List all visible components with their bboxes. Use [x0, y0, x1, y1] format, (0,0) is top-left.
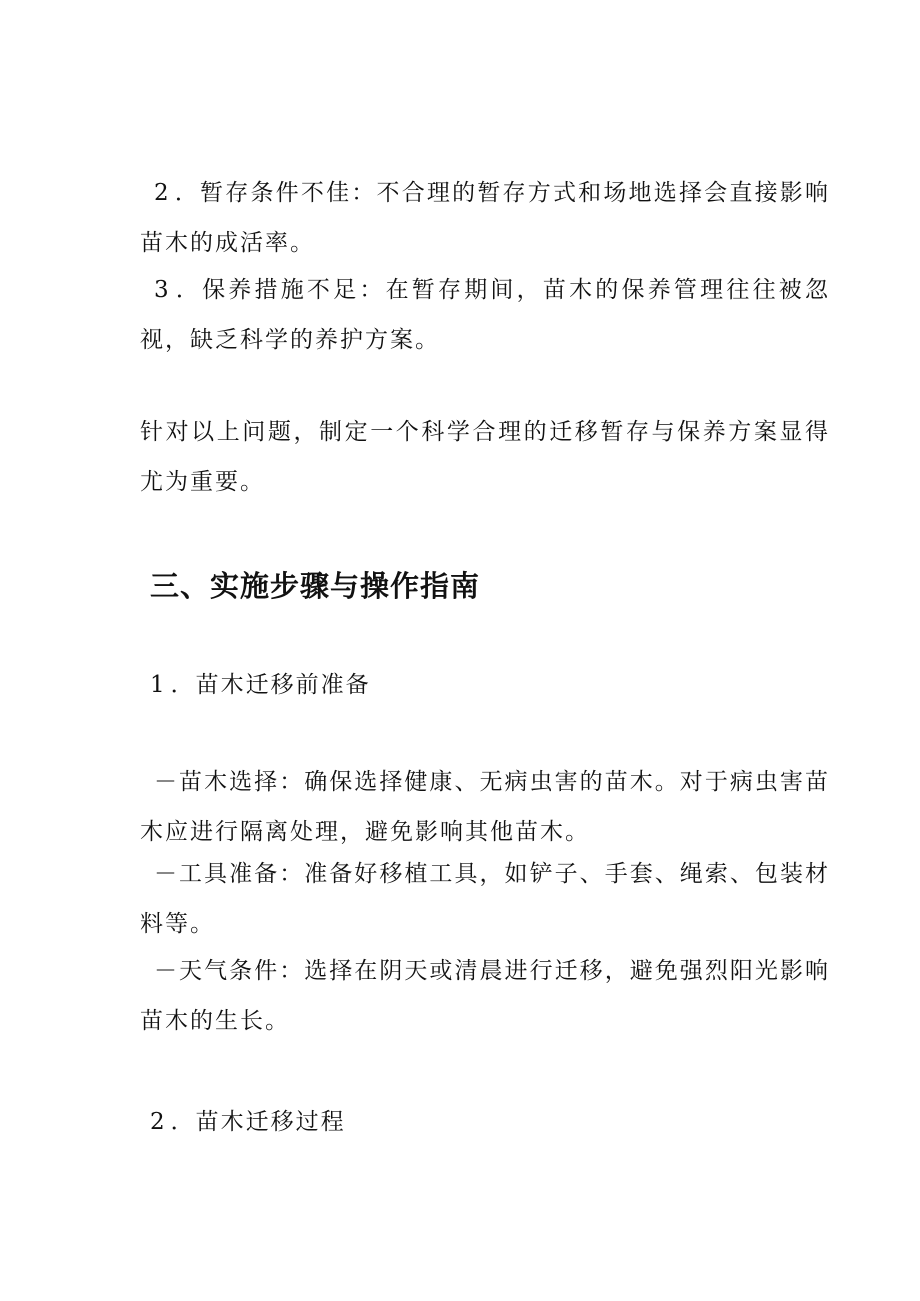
- problem-text: ．暂存条件不佳：不合理的暂存方式和场地选择会直接影响苗木的成活率。: [140, 180, 830, 256]
- conclusion-paragraph: 针对以上问题，制定一个科学合理的迁移暂存与保养方案显得尤为重要。: [140, 419, 830, 495]
- problem-number: 2: [154, 180, 175, 206]
- subsection-number: 1: [150, 672, 171, 698]
- subsection-number: 2: [150, 1109, 171, 1135]
- bullet-item: －苗木选择：确保选择健康、无病虫害的苗木。对于病虫害苗木应进行隔离处理，避免影响其他苗木。: [140, 769, 830, 845]
- problem-item-3: [140, 265, 830, 365]
- bullet-item: －工具准备：准备好移植工具，如铲子、手套、绳索、包装材料等。: [140, 861, 830, 937]
- problem-text: ．保养措施不足：在暂存期间，苗木的保养管理往往被忽视，缺乏科学的养护方案。: [140, 277, 830, 353]
- problem-item-2: [140, 168, 830, 268]
- problem-number: 3: [154, 277, 175, 303]
- subsection-heading-2: [150, 1102, 346, 1142]
- bullet-item: －天气条件：选择在阴天或清晨进行迁移，避免强烈阳光影响苗木的生长。: [140, 958, 830, 1034]
- subsection-heading-1: [150, 665, 371, 705]
- subsection-title: ．苗木迁移过程: [170, 1109, 346, 1135]
- section-heading: 三、实施步骤与操作指南: [150, 569, 481, 603]
- subsection-title: ．苗木迁移前准备: [170, 672, 371, 698]
